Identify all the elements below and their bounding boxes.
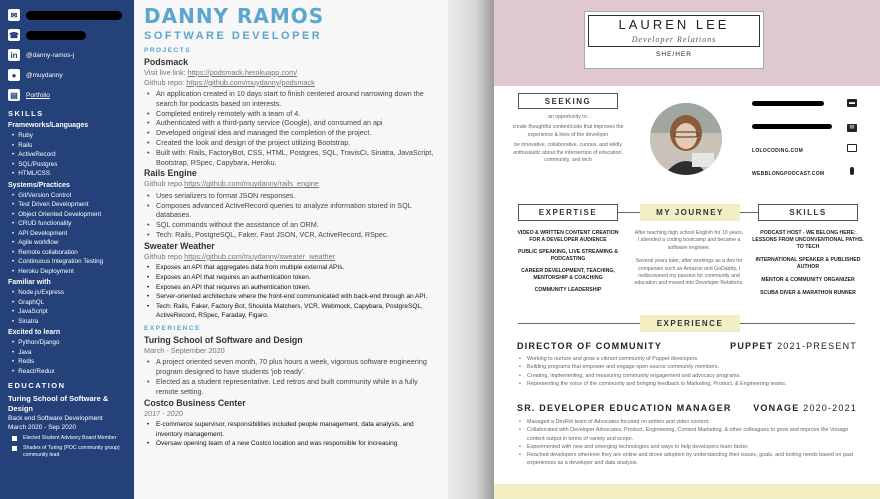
- skill-item: • SQL/Postgres: [12, 160, 126, 170]
- list-item: • Managed a DevRel team of Advocates focused on written and video content.: [517, 418, 857, 426]
- square-bullet-icon: [12, 446, 17, 451]
- experience-title: Costco Business Center: [144, 397, 246, 408]
- skill-item: • HTML/CSS: [12, 169, 126, 179]
- page-gutter: [448, 0, 494, 499]
- skill-item: • Git/Version Control: [12, 191, 126, 201]
- skills-heading: SKILLS: [758, 204, 858, 221]
- skill-group-title: Excited to learn: [8, 329, 61, 336]
- skill-item: • CRUD functionality: [12, 219, 126, 229]
- list-item: MENTOR & COMMUNITY ORGANIZER: [761, 277, 855, 283]
- list-item: • Uses serializers to format JSON responses.: [144, 191, 438, 201]
- skill-item: • React/Redux: [12, 367, 126, 377]
- project-bullets: [144, 191, 438, 240]
- list-item: • E-commerce supervisor, responsibilities included people management, data analysis, and inventory management.: [144, 420, 438, 439]
- job-company: VONAGE: [753, 403, 800, 413]
- list-item: • Exposes an API that requires an authentication token.: [144, 283, 438, 293]
- list-item: PUBLIC SPEAKING, LIVE STREAMING & PODCASTING: [517, 249, 618, 262]
- list-item: • Oversaw opening team of a new Costco location and was responsible for increasing: [144, 439, 438, 449]
- projects-heading: PROJECTS: [144, 47, 192, 54]
- education-item: Elected Student Advisory Board Member: [8, 435, 126, 442]
- resume-sidebar: [0, 0, 134, 499]
- name-frame: [588, 15, 760, 47]
- microphone-icon: [850, 167, 854, 175]
- expertise-list: [512, 230, 624, 294]
- list-item: CAREER DEVELOPMENT, TEACHING, MENTORSHIP & COACHING: [521, 268, 615, 281]
- list-item: • Representing the voice of the community and bringing feedback to Marketing, Product, & Engineering teams.: [517, 380, 857, 388]
- contact-website[interactable]: LOLOCODING.COM: [752, 148, 804, 154]
- skill-item: • Ruby: [12, 131, 126, 141]
- list-item: • Creating, implementing, and measuring community engagement and advocacy programs.: [517, 372, 857, 380]
- briefcase-icon: ▬: [849, 100, 855, 106]
- project-bullets: [144, 263, 438, 321]
- job-title-row: [517, 403, 857, 413]
- job-title: DIRECTOR OF COMMUNITY: [517, 341, 663, 351]
- skill-item: • Heroku Deployment: [12, 267, 126, 277]
- contact-portfolio[interactable]: ▤ Portfolio: [8, 86, 126, 104]
- resume-name: DANNY RAMOS: [144, 4, 325, 28]
- skill-item: • Sinatra: [12, 317, 126, 327]
- experience-heading: EXPERIENCE: [640, 315, 740, 332]
- list-item: • Tech: Rails, Faker, Factory Bot, Shoulda Matchers, VCR, Webmock, Capybara, PostgreSQL, ActiveRecord, RSpec, Faraday, Figaro.: [144, 302, 438, 321]
- skill-item: • API Development: [12, 229, 126, 239]
- mail-icon: ✉: [847, 124, 857, 132]
- skill-list: [12, 338, 126, 376]
- redacted-text: [752, 101, 824, 106]
- skill-item: • Redis: [12, 357, 126, 367]
- skill-list: [12, 191, 126, 277]
- portrait-icon: [650, 103, 722, 175]
- list-item: • Created the look and design of the project utilizing Bootstrap.: [144, 138, 438, 148]
- footer-band: [494, 484, 880, 499]
- list-item: • Built with: Rails, FactoryBot, CSS, HTML, Postgres, SQL, TravisCI, Sinatra, JavaScript, Bootstrap, RSpec, Capybara, Heroku.: [144, 148, 438, 168]
- skills-list: [752, 230, 864, 297]
- seeking-heading: SEEKING: [518, 93, 618, 109]
- list-item: • SQL commands without the assistance of an ORM.: [144, 220, 438, 230]
- education-item: Shades of Turing (POC community group) community lead: [8, 445, 126, 459]
- experience-heading: EXPERIENCE: [144, 324, 201, 332]
- job-title: SR. DEVELOPER EDUCATION MANAGER: [517, 403, 732, 413]
- list-item: • Collaborated with Developer Advocates, Product, Engineering, Content Marketing, & other colleagues to grow and improve the Vonage content output in terms of variety and scope.: [517, 426, 857, 443]
- journey-text: After teaching high school English for 10 years, I attended a coding bootcamp and became a software engineer. Several years later, after workings as a dev for companies such as Amazon and GoDaddy, I rediscovered my passion for community and education and moved into Developer Relations.: [634, 230, 744, 287]
- project-bullets: [144, 89, 438, 167]
- phone-icon: ☎: [9, 30, 19, 40]
- redacted-phone: [26, 31, 86, 40]
- list-item: • Tech: Rails, PostgreSQL, Faker, Fast JSON, VCR, ActiveRecord, RSpec.: [144, 230, 438, 240]
- list-item: • An application created in 10 days start to finish centered around narrowing down the search for podcasts based on interests.: [144, 89, 438, 109]
- list-item: • Exposes an API that aggregates data from multiple external APIs.: [144, 263, 438, 273]
- contact-github[interactable]: ● @muydanny: [8, 66, 126, 84]
- skill-item: • Object Oriented Development: [12, 210, 126, 220]
- list-item: • Authenticated with a third-party service (Google), and consumed an api: [144, 118, 438, 128]
- project-link[interactable]: Github repo https://github.com/muydanny/sweater_weather: [144, 251, 336, 261]
- resume-role: Developer Relations: [631, 35, 717, 44]
- contact-work: [752, 101, 852, 108]
- project-title: Rails Engine: [144, 168, 197, 179]
- list-item: COMMUNITY LEADERSHIP: [534, 287, 602, 293]
- job-bullets: [517, 418, 857, 468]
- list-item: • Building programs that empower and engage open-source community members.: [517, 363, 857, 371]
- list-item: • Elected as a student representative. Led retros and built community while in a fully remote setting.: [144, 377, 438, 397]
- contact-email: [8, 6, 126, 24]
- contact-phone: [8, 26, 126, 44]
- skill-item: • Rails: [12, 141, 126, 151]
- list-item: • A project oriented seven month, 70 plus hours a week, vigorous software engineering program designed to have students 'job ready'.: [144, 357, 438, 377]
- job-company: PUPPET: [730, 341, 774, 351]
- github-icon: ●: [8, 69, 20, 81]
- skill-item: • Test Driven Development: [12, 200, 126, 210]
- skill-group-title: Familiar with: [8, 279, 51, 286]
- experience-dates: 2017 - 2020: [144, 408, 183, 418]
- avatar: [650, 103, 722, 175]
- job-dates: 2021-PRESENT: [777, 341, 857, 351]
- list-item: • Exposes an API that requires an authentication token.: [144, 273, 438, 283]
- skill-group-title: Systems/Practices: [8, 181, 70, 189]
- contact-podcast[interactable]: WEBBLONGPODCAST.COM: [752, 171, 825, 177]
- list-item: • Completed entirely remotely with a team of 4.: [144, 109, 438, 119]
- list-item: • Experimented with new and emerging technologies and ways to help developers learn faster.: [517, 443, 857, 451]
- project-title: Podsmack: [144, 57, 189, 67]
- skill-item: • ActiveRecord: [12, 150, 126, 160]
- resume-main: [134, 0, 448, 499]
- skill-item: • Node.js/Express: [12, 288, 126, 298]
- portfolio-icon: ▤: [8, 89, 20, 101]
- experience-bullets: [144, 420, 438, 449]
- list-item: SCUBA DIVER & MARATHON RUNNER: [760, 290, 856, 296]
- skill-item: • Agile workflow: [12, 238, 126, 248]
- list-item: VIDEO & WRITTEN CONTENT CREATION FOR A DEVELOPER AUDIENCE: [517, 230, 619, 243]
- education-program: Back end Software Development: [8, 415, 103, 422]
- list-item: • Server-oriented architecture where the front-end communicated with back-end through an API.: [144, 292, 438, 302]
- skill-item: • Java: [12, 348, 126, 358]
- skills-heading: SKILLS: [8, 109, 44, 118]
- laptop-icon: [847, 144, 857, 152]
- job-title-row: [517, 341, 857, 351]
- list-item: PODCAST HOST - WE BELONG HERE: LESSONS FROM UNCONVENTIONAL PATHS. TO TECH: [752, 230, 864, 250]
- experience-title: Turing School of Software and Design: [144, 334, 303, 345]
- skill-item: • JavaScript: [12, 307, 126, 317]
- contact-linkedin[interactable]: in @danny-ramos-j: [8, 46, 126, 64]
- project-link[interactable]: Github repo https://github.com/muydanny/rails_engine: [144, 179, 319, 189]
- job-bullets: [517, 355, 857, 388]
- skill-list: [12, 288, 126, 326]
- project-link[interactable]: Github repo: https://github.com/muydanny/podsmack: [144, 77, 315, 87]
- skill-item: • Continuous Integration Testing: [12, 257, 126, 267]
- list-item: • Composes advanced ActiveRecord queries to analyze information stored in SQL databases.: [144, 201, 438, 221]
- skill-item: • GraphQL: [12, 298, 126, 308]
- skill-item: • Remote collaboration: [12, 248, 126, 258]
- email-icon: ✉: [8, 9, 20, 21]
- contact-mail: [752, 124, 852, 131]
- resume-name: LAUREN LEE: [618, 17, 730, 32]
- journey-heading: MY JOURNEY: [640, 204, 740, 221]
- education-dates: March 2020 - Sep 2020: [8, 424, 76, 431]
- skill-item: • Python/Django: [12, 338, 126, 348]
- square-bullet-icon: [12, 436, 17, 441]
- education-school: Turing School of Software & Design: [8, 394, 109, 413]
- job-dates: 2020-2021: [803, 403, 857, 413]
- pronouns: SHE/HER: [656, 51, 692, 58]
- list-item: • Developed original idea and managed the completion of the project.: [144, 128, 438, 138]
- redacted-text: [752, 124, 832, 129]
- experience-dates: March - September 2020: [144, 345, 225, 355]
- project-link[interactable]: Visit live link: https://podsmack.herokuapp.com/: [144, 68, 298, 77]
- resume-role: SOFTWARE DEVELOPER: [144, 30, 323, 42]
- project-title: Sweater Weather: [144, 240, 215, 251]
- resume-lauren-lee: [494, 0, 880, 499]
- skill-group-title: Frameworks/Languages: [8, 122, 89, 129]
- seeking-text: an opportunity to: create thoughtful content/code that improves the experience & lives of the developer be innovative, collaborative, curious, and wildly enthusiastic about the intersection of education, community, and tech: [512, 114, 624, 164]
- expertise-heading: EXPERTISE: [518, 204, 618, 221]
- redacted-email: [26, 11, 122, 20]
- skill-list: [12, 131, 126, 179]
- linkedin-icon: in: [8, 49, 20, 61]
- experience-bullets: [144, 357, 438, 396]
- education-heading: EDUCATION: [8, 381, 66, 390]
- name-box: [584, 11, 764, 69]
- list-item: INTERNATIONAL SPEAKER & PUBLISHED AUTHOR: [755, 257, 861, 270]
- list-item: • Reached developers wherever they are online and drove adoption by understanding their issues, goals, and tooling needs based on past experiences as a developer and data analysis.: [517, 451, 857, 468]
- list-item: • Working to nurture and grow a vibrant community of Puppet developers.: [517, 355, 857, 363]
